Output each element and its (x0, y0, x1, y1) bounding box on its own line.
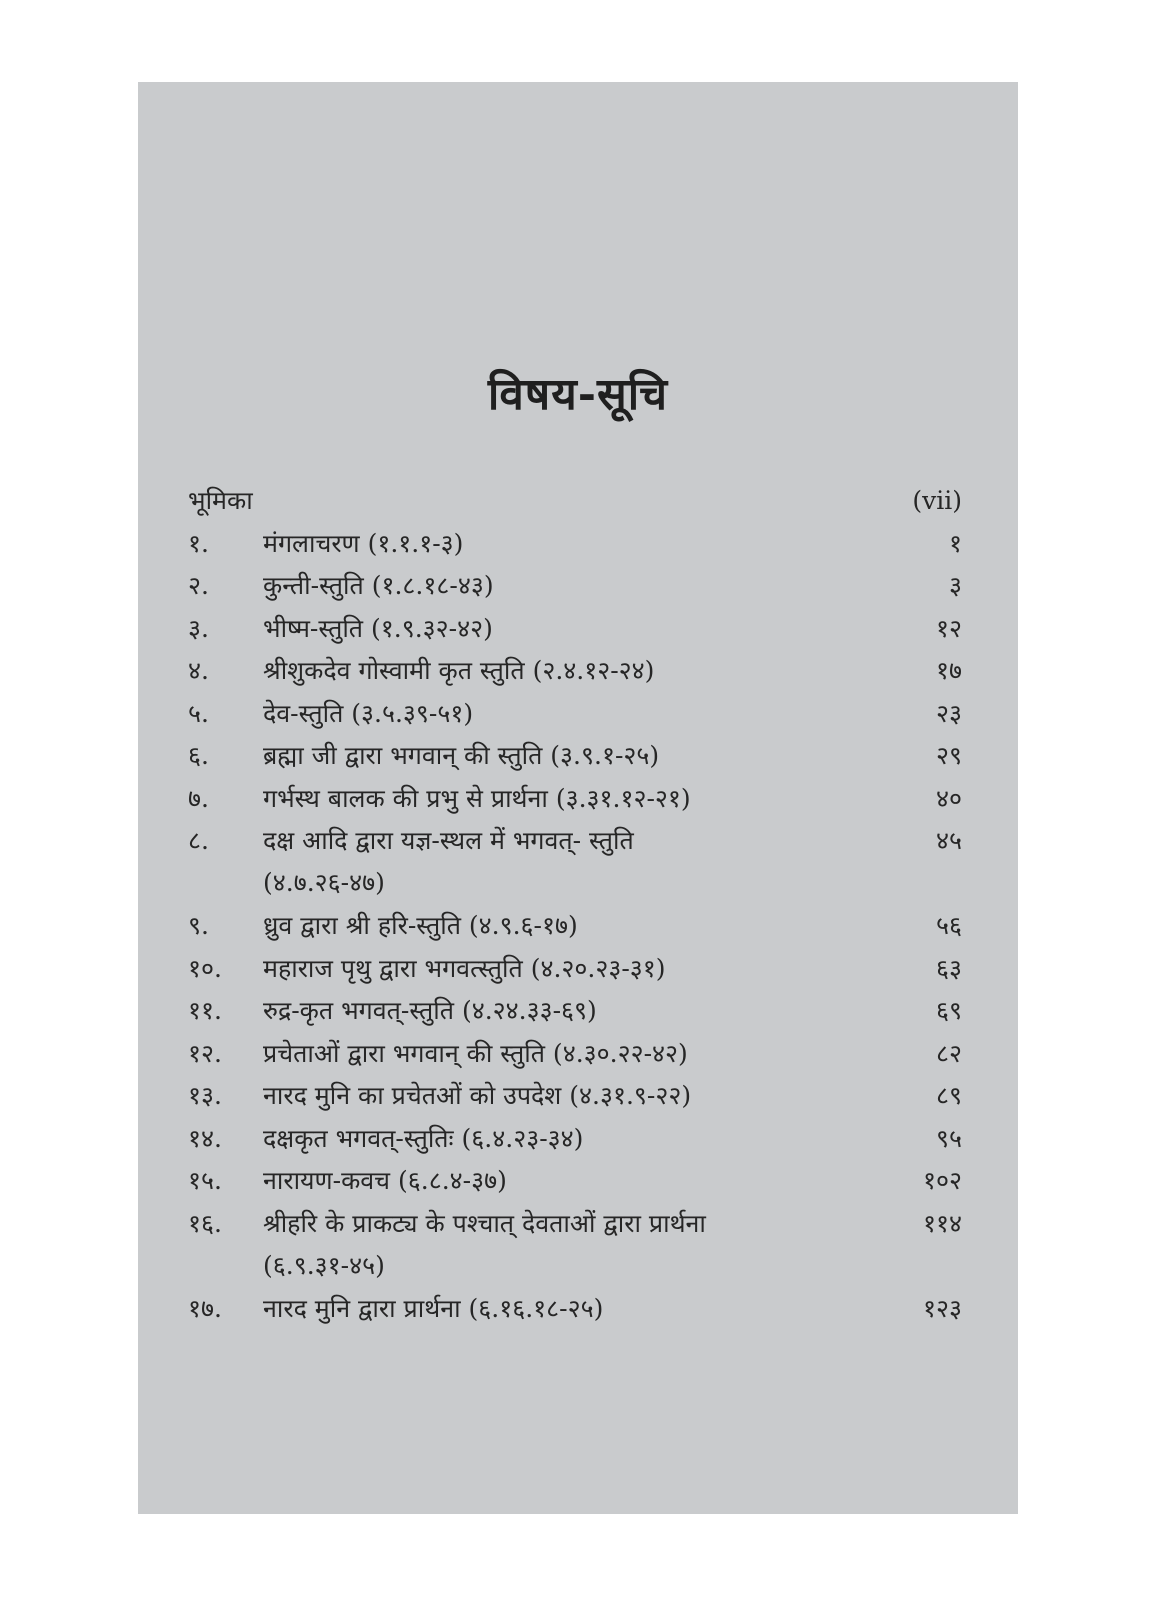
toc-entry-page: २३ (935, 698, 962, 728)
toc-entry-title-line2: (६.९.३१-४५) (263, 1250, 385, 1280)
toc-entry-title-line1: श्रीहरि के प्राकट्य के पश्चात् देवताओं द्वारा प्रार्थना (263, 1208, 706, 1238)
toc-entry-title-line2: (४.७.२६-४७) (263, 868, 385, 897)
toc-entry-number: १४. (188, 1123, 222, 1153)
toc-entry (188, 948, 962, 991)
toc-entry (188, 650, 962, 693)
toc-entry (188, 565, 962, 608)
toc-entry (188, 608, 962, 651)
toc-entry-page: १०२ (922, 1166, 962, 1195)
toc-entry-number: ३. (188, 613, 209, 643)
toc-entry (188, 778, 962, 821)
table-of-contents (188, 480, 962, 1330)
toc-entry-title: भीष्म-स्तुति (१.९.३२-४२) (263, 613, 493, 643)
toc-entry (188, 1118, 962, 1161)
toc-entry-title: ध्रुव द्वारा श्री हरि-स्तुति (४.९.६-१७) (263, 911, 578, 940)
toc-entry-title: नारद मुनि द्वारा प्रार्थना (६.१६.१८-२५) (263, 1293, 604, 1323)
toc-entry-title: ब्रह्मा जी द्वारा भगवान् की स्तुति (३.९.१-२५) (263, 741, 660, 770)
toc-entry-page: ८९ (935, 1081, 962, 1110)
toc-entry (188, 820, 962, 905)
toc-entry (188, 1160, 962, 1203)
toc-entry-title: प्रचेताओं द्वारा भगवान् की स्तुति (४.३०.२२-४२) (263, 1038, 688, 1068)
toc-entry (188, 905, 962, 948)
toc-entry-page: ३ (948, 571, 962, 600)
toc-entry-page: ८२ (935, 1038, 962, 1068)
toc-entry-title: श्रीशुकदेव गोस्वामी कृत स्तुति (२.४.१२-२४) (263, 656, 655, 685)
toc-entry-number: ११. (188, 996, 222, 1025)
toc-entry-page: ९५ (935, 1123, 962, 1153)
toc-entry-title (263, 820, 902, 904)
toc-entry (188, 1033, 962, 1076)
toc-entry-number: १२. (188, 1038, 222, 1068)
toc-intro-row (188, 480, 962, 523)
toc-entry (188, 1288, 962, 1331)
toc-entry-page: १२३ (922, 1293, 962, 1323)
toc-entry-page: ५६ (935, 911, 962, 940)
toc-entry-number: ९. (188, 911, 209, 940)
toc-entry-number: २. (188, 571, 209, 600)
toc-entry-page: २९ (935, 741, 962, 770)
toc-entry-title-line1: दक्ष आदि द्वारा यज्ञ-स्थल में भगवत्- स्तुति (263, 826, 634, 855)
toc-entry-title: नारायण-कवच (६.८.४-३७) (263, 1166, 507, 1195)
toc-entry-number: ४. (188, 656, 209, 685)
toc-entry-number: १५. (188, 1166, 222, 1195)
toc-entry-page: १ (948, 528, 962, 558)
toc-entry-number: १. (188, 528, 209, 558)
book-page (138, 82, 1018, 1514)
toc-entry-page: ४५ (935, 826, 962, 855)
toc-entry-title: देव-स्तुति (३.५.३९-५१) (263, 698, 474, 728)
toc-entry (188, 1075, 962, 1118)
toc-entry-number: १६. (188, 1208, 222, 1238)
toc-intro-page: (vii) (912, 486, 962, 515)
toc-entry-title (263, 1203, 902, 1287)
toc-entry-number: ६. (188, 741, 209, 770)
toc-entry-number: ८. (188, 826, 209, 855)
toc-entry-title: कुन्ती-स्तुति (१.८.१८-४३) (263, 571, 494, 600)
toc-entry-number: ७. (188, 783, 209, 813)
toc-entry-title: दक्षकृत भगवत्-स्तुतिः (६.४.२३-३४) (263, 1123, 584, 1153)
toc-entry-page: ६३ (935, 953, 962, 983)
toc-entry-title: नारद मुनि का प्रचेतओं को उपदेश (४.३१.९-२२) (263, 1081, 692, 1110)
toc-entry (188, 693, 962, 736)
toc-entry-title: गर्भस्थ बालक की प्रभु से प्रार्थना (३.३१.१२-२१) (263, 783, 691, 813)
toc-entry (188, 990, 962, 1033)
toc-entry-page: ११४ (922, 1208, 962, 1238)
toc-entry (188, 735, 962, 778)
toc-entry (188, 1203, 962, 1288)
toc-entry-title: महाराज पृथु द्वारा भगवत्स्तुति (४.२०.२३-३१) (263, 953, 666, 983)
toc-entry-page: ६९ (935, 996, 962, 1025)
toc-entry-title: मंगलाचरण (१.१.१-३) (263, 528, 464, 558)
toc-entry-number: ५. (188, 698, 209, 728)
page-title: विषय-सूचि (487, 369, 669, 420)
toc-intro-label: भूमिका (188, 486, 253, 515)
toc-entry-page: १२ (935, 613, 962, 643)
toc-entry-number: १३. (188, 1081, 222, 1110)
toc-entry-page: ४० (935, 783, 962, 813)
toc-entry-title: रुद्र-कृत भगवत्-स्तुति (४.२४.३३-६९) (263, 996, 597, 1025)
toc-entry (188, 523, 962, 566)
toc-entry-number: १०. (188, 953, 222, 983)
toc-entry-number: १७. (188, 1293, 222, 1323)
toc-entry-page: १७ (935, 656, 962, 685)
